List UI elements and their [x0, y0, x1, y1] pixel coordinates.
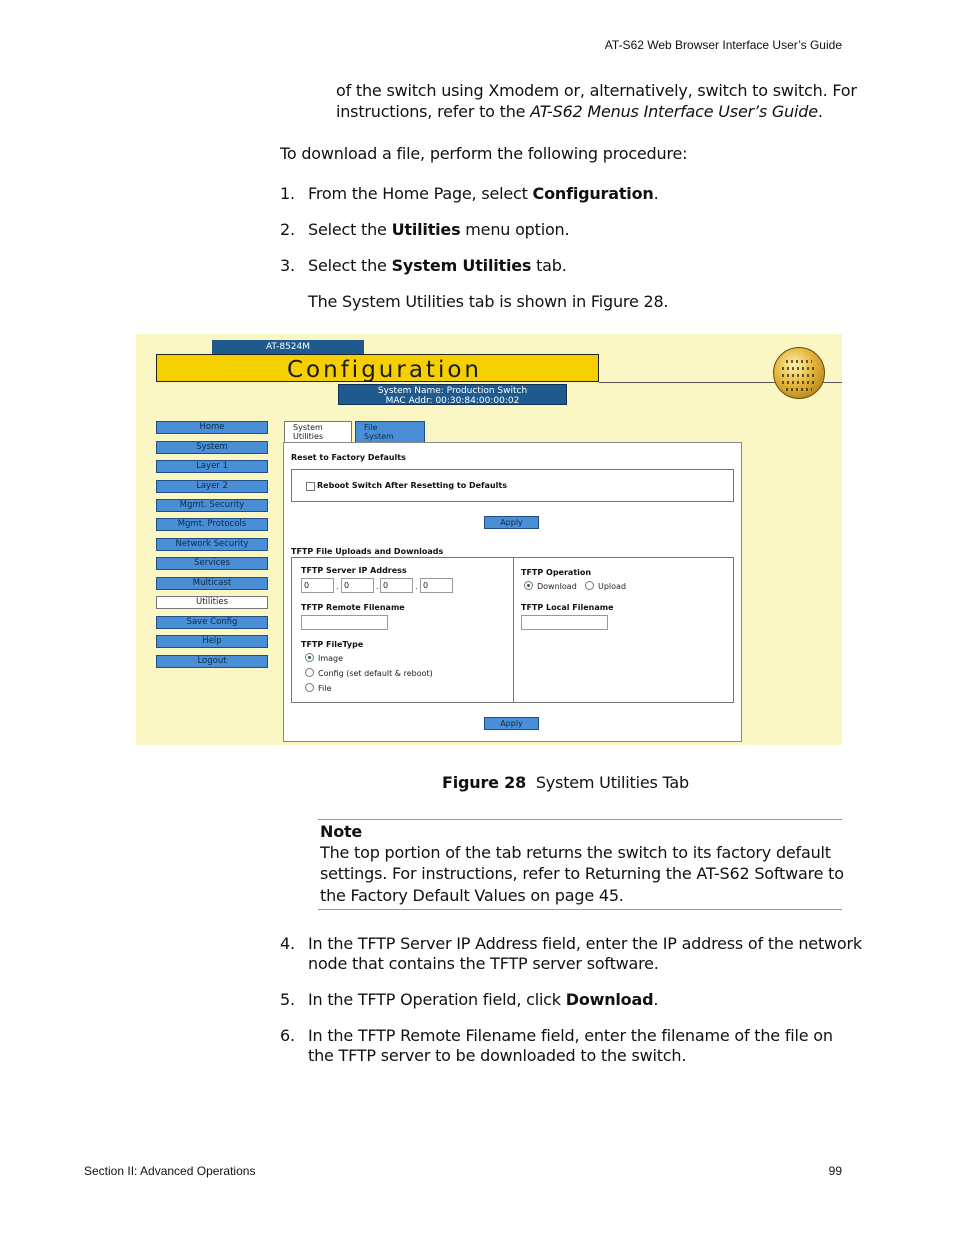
nav-network-security[interactable]: Network Security — [156, 538, 268, 551]
figure-caption — [442, 772, 689, 793]
step-bold: Utilities — [391, 220, 461, 239]
filetype-config-label: Config (set default & reboot) — [318, 669, 433, 678]
model-bar: AT-8524M — [212, 340, 364, 354]
nav-multicast[interactable]: Multicast — [156, 577, 268, 590]
filetype-image-radio[interactable] — [305, 653, 314, 662]
figure-label: Figure 28 — [442, 773, 527, 792]
nav-layer-2[interactable]: Layer 2 — [156, 480, 268, 493]
reboot-label: Reboot Switch After Resetting to Defaults — [317, 481, 507, 490]
local-filename-label: TFTP Local Filename — [521, 603, 614, 612]
step-prefix: Select the — [308, 256, 392, 275]
upload-label: Upload — [598, 582, 627, 591]
system-utilities-panel — [283, 442, 742, 742]
step-suffix: . — [653, 990, 659, 1009]
ip-octet-4[interactable]: 0 — [420, 578, 453, 593]
ip-octet-1[interactable]: 0 — [301, 578, 334, 593]
tftp-box — [291, 557, 734, 703]
server-ip-label: TFTP Server IP Address — [301, 566, 407, 575]
intro-line-2 — [336, 101, 823, 122]
step-number: 4. — [280, 934, 295, 953]
step-bold: Configuration — [532, 184, 654, 203]
step-suffix: tab. — [531, 256, 567, 275]
note-line-1: The top portion of the tab returns the switch to its factory default — [320, 843, 831, 862]
running-header: AT-S62 Web Browser Interface User’s Guide — [604, 38, 842, 52]
footer-section: Section II: Advanced Operations — [84, 1164, 256, 1178]
step-text — [308, 183, 658, 204]
filetype-file-label: File — [318, 684, 332, 693]
nav-layer-1[interactable]: Layer 1 — [156, 460, 268, 473]
note-line-3: the Factory Default Values on page 45. — [320, 886, 624, 905]
remote-filename-input[interactable] — [301, 615, 388, 630]
note-top-rule — [318, 819, 842, 820]
intro-line-1: of the switch using Xmodem or, alternatively, switch to switch. For — [336, 81, 857, 100]
tab-system-utilities[interactable] — [284, 421, 352, 444]
ip-octet-3[interactable]: 0 — [380, 578, 413, 593]
config-banner — [156, 354, 599, 382]
nav-services[interactable]: Services — [156, 557, 268, 570]
intro-line-2-prefix: instructions, refer to the — [336, 102, 531, 121]
nav-mgmt-security[interactable]: Mgmt. Security — [156, 499, 268, 512]
step-text-line-2: node that contains the TFTP server software. — [308, 954, 659, 973]
step-text-line-1: In the TFTP Server IP Address field, enter the IP address of the network — [308, 934, 862, 953]
menus-guide-title: AT-S62 Menus Interface User’s Guide — [530, 102, 818, 121]
nav-home[interactable]: Home — [156, 421, 268, 434]
figure-reference: The System Utilities tab is shown in Figure 28. — [308, 292, 669, 311]
reset-defaults-heading: Reset to Factory Defaults — [291, 453, 406, 462]
remote-filename-label: TFTP Remote Filename — [301, 603, 405, 612]
tab-label-line: Utilities — [293, 432, 324, 441]
step-suffix: . — [653, 184, 659, 203]
step-4 — [0, 933, 954, 975]
filetype-label: TFTP FileType — [301, 640, 364, 649]
step-text-line-2: the TFTP server to be downloaded to the switch. — [308, 1046, 687, 1065]
note-bottom-rule — [318, 909, 842, 910]
step-text — [308, 989, 658, 1010]
download-label: Download — [537, 582, 577, 591]
step-text — [308, 255, 567, 276]
ip-dot: . — [336, 582, 339, 591]
config-title: Configuration — [287, 357, 482, 383]
filetype-config-radio[interactable] — [305, 668, 314, 677]
procedure-intro: To download a file, perform the following procedure: — [280, 144, 688, 163]
step-suffix: menu option. — [460, 220, 570, 239]
nav-utilities[interactable]: Utilities — [156, 596, 268, 609]
system-utilities-screenshot — [136, 334, 842, 745]
mac-address: MAC Addr: 00:30:84:00:00:02 — [385, 396, 520, 406]
step-prefix: In the TFTP Operation field, click — [308, 990, 566, 1009]
step-number: 1. — [280, 184, 295, 203]
nav-system[interactable]: System — [156, 441, 268, 454]
page-number: 99 — [828, 1164, 842, 1178]
step-number: 6. — [280, 1026, 295, 1045]
step-number: 3. — [280, 256, 295, 275]
nav-help[interactable]: Help — [156, 635, 268, 648]
note-line-2: settings. For instructions, refer to Returning the AT-S62 Software to — [320, 864, 844, 883]
tab-file-system[interactable] — [355, 421, 425, 443]
system-name-bar — [338, 384, 567, 405]
tftp-heading: TFTP File Uploads and Downloads — [291, 547, 444, 556]
step-number: 5. — [280, 990, 295, 1009]
step-prefix: From the Home Page, select — [308, 184, 533, 203]
download-radio[interactable] — [524, 581, 533, 590]
tab-label-line: System — [364, 432, 394, 441]
local-filename-input[interactable] — [521, 615, 608, 630]
filetype-file-radio[interactable] — [305, 683, 314, 692]
nav-logout[interactable]: Logout — [156, 655, 268, 668]
tab-label-line: File — [364, 423, 378, 432]
figure-title: System Utilities Tab — [535, 773, 689, 792]
ip-dot: . — [376, 582, 379, 591]
tftp-divider — [513, 558, 514, 702]
note-title: Note — [320, 822, 363, 841]
nav-mgmt-protocols[interactable]: Mgmt. Protocols — [156, 518, 268, 531]
step-text — [308, 219, 569, 240]
filetype-image-label: Image — [318, 654, 344, 663]
ip-dot: . — [415, 582, 418, 591]
apply-reset-button[interactable]: Apply — [484, 516, 539, 529]
apply-tftp-button[interactable]: Apply — [484, 717, 539, 730]
step-bold: Download — [565, 990, 654, 1009]
globe-logo-icon — [773, 347, 825, 399]
ip-octet-2[interactable]: 0 — [341, 578, 374, 593]
step-prefix: Select the — [308, 220, 392, 239]
step-text-line-1: In the TFTP Remote Filename field, enter the filename of the file on — [308, 1026, 833, 1045]
step-bold: System Utilities — [391, 256, 532, 275]
system-name: System Name: Production Switch — [377, 386, 528, 396]
step-6 — [0, 1025, 954, 1067]
nav-save-config[interactable]: Save Config — [156, 616, 268, 629]
intro-line-2-suffix: . — [817, 102, 823, 121]
upload-radio[interactable] — [585, 581, 594, 590]
step-number: 2. — [280, 220, 295, 239]
tab-label-line: System — [293, 423, 323, 432]
reboot-checkbox[interactable] — [306, 482, 315, 491]
reset-defaults-box — [291, 469, 734, 502]
operation-label: TFTP Operation — [521, 568, 592, 577]
